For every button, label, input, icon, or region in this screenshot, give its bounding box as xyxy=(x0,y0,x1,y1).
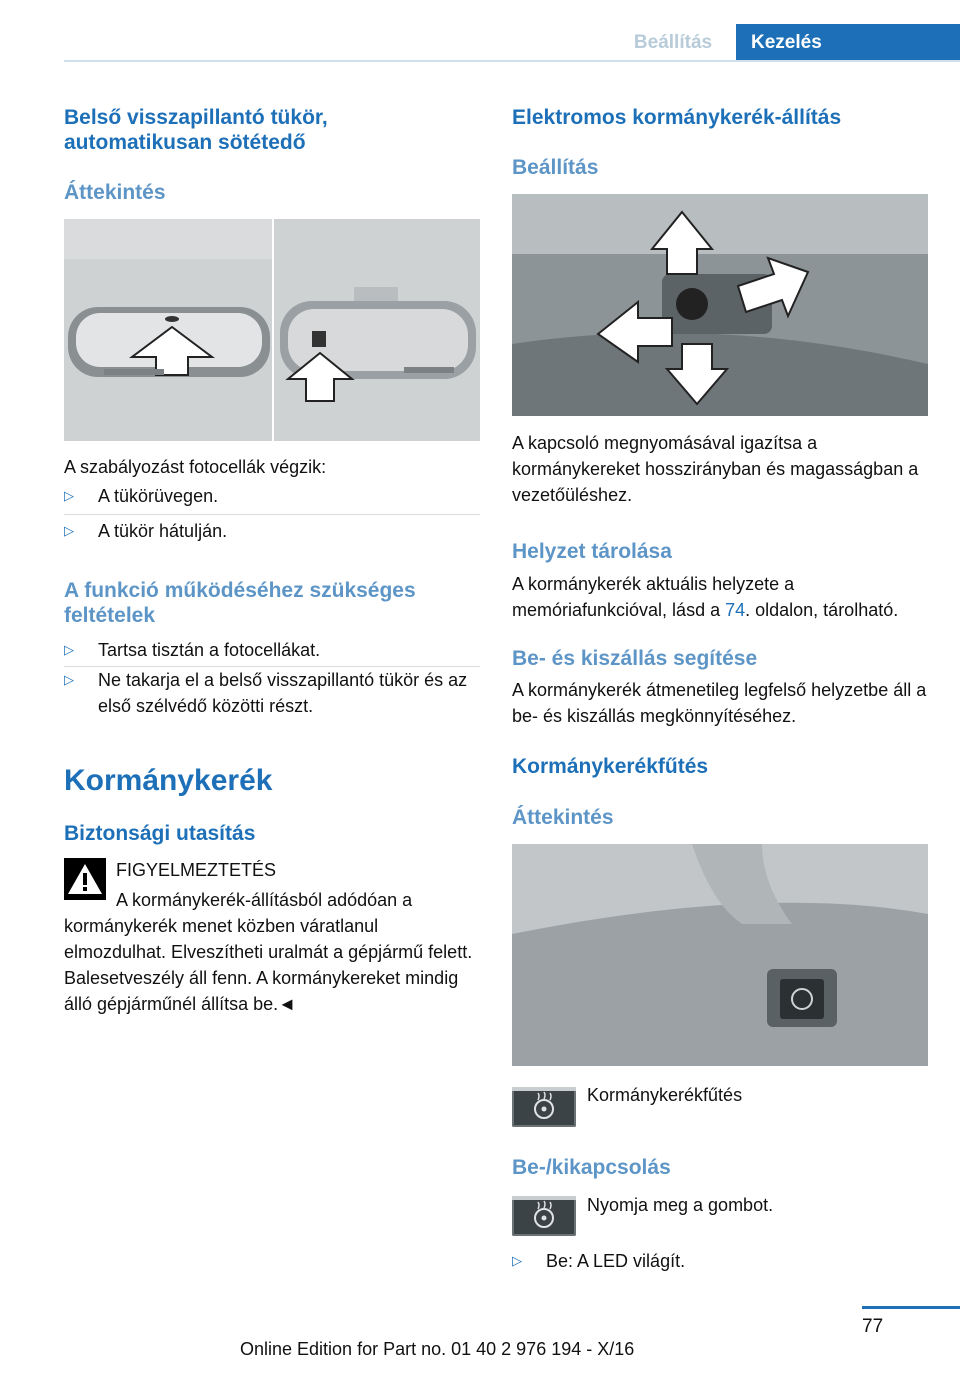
mirror-overview-heading: Áttekintés xyxy=(64,181,166,204)
onoff-text: Nyomja meg a gombot. xyxy=(587,1195,774,1215)
heating-label: Kormánykerékfűtés xyxy=(587,1085,743,1105)
heating-heading: Kormánykerékfűtés xyxy=(512,755,709,778)
warning-title: FIGYELMEZTETÉS xyxy=(116,860,277,880)
setting-heading: Beállítás xyxy=(512,156,599,179)
separator xyxy=(64,514,480,515)
warning-text: A kormánykerék-állításból adódóan a kormánykerék menet közben váratlanul elmozdulhat. Elveszítheti uralmát a gépjármű felett. Balesetveszély áll fenn. A kormánykereket mindig álló gépjárműnél állítsa be.◄ xyxy=(64,890,473,1014)
header-tab-setup[interactable]: Beállítás xyxy=(633,32,713,53)
heating-overview-heading: Áttekintés xyxy=(512,806,614,829)
mirror-front-image xyxy=(64,219,272,441)
control-item-1: ▷ A tükörüvegen. xyxy=(64,483,480,509)
store-heading: Helyzet tárolása xyxy=(512,540,672,563)
condition-item-2: ▷ Ne takarja el a belső visszapillantó tükör és az első szélvédő közötti részt. xyxy=(64,667,480,719)
bullet-triangle-icon: ▷ xyxy=(64,523,74,538)
safety-heading: Biztonsági utasítás xyxy=(64,822,256,845)
control-text: A szabályozást fotocellák végzik: xyxy=(64,457,327,477)
onoff-item-1: ▷ Be: A LED világít. xyxy=(512,1248,928,1274)
entry-text: A kormánykerék átmenetileg legfelső helyzetbe áll a be- és kiszállás megkönnyítéséhez. xyxy=(512,680,927,726)
condition-item-1: ▷ Tartsa tisztán a fotocellákat. xyxy=(64,637,480,663)
steering-heating-button-icon xyxy=(512,1196,576,1236)
page-link-74[interactable]: 74 xyxy=(725,600,746,620)
bullet-triangle-icon: ▷ xyxy=(512,1253,522,1268)
page-number: 77 xyxy=(862,1316,884,1337)
bullet-triangle-icon: ▷ xyxy=(64,672,74,687)
heating-button-image xyxy=(512,844,928,1066)
mirror-back-image xyxy=(274,219,480,441)
mirror-title: Belső visszapillantó tükör, automatikusan sötétedő xyxy=(64,106,328,154)
onoff-heading: Be-/kikapcsolás xyxy=(512,1156,671,1179)
store-text: A kormánykerék aktuális helyzete a memóriafunkcióval, lásd a 74. oldalon, tárolható. xyxy=(512,574,899,620)
steering-heading: Kormánykerék xyxy=(64,764,273,797)
header-rule xyxy=(64,60,960,62)
entry-heading: Be- és kiszállás segítése xyxy=(512,647,758,670)
conditions-heading: A funkció működéséhez szükséges feltételek xyxy=(64,579,416,627)
control-item-2: ▷ A tükör hátulján. xyxy=(64,518,480,544)
electric-steering-title: Elektromos kormánykerék-állítás xyxy=(512,106,842,129)
steering-heating-icon xyxy=(512,1087,576,1127)
footer-rule xyxy=(862,1306,960,1309)
bullet-triangle-icon: ▷ xyxy=(64,642,74,657)
bullet-triangle-icon: ▷ xyxy=(64,488,74,503)
footer-edition: Online Edition for Part no. 01 40 2 976 194 - X/16 xyxy=(240,1339,635,1359)
steering-adjust-image xyxy=(512,194,928,416)
setting-text: A kapcsoló megnyomásával igazítsa a kormánykereket hosszirányban és magasságban a vezetőüléshez. xyxy=(512,433,919,505)
header-tab-operation[interactable]: Kezelés xyxy=(736,24,960,62)
